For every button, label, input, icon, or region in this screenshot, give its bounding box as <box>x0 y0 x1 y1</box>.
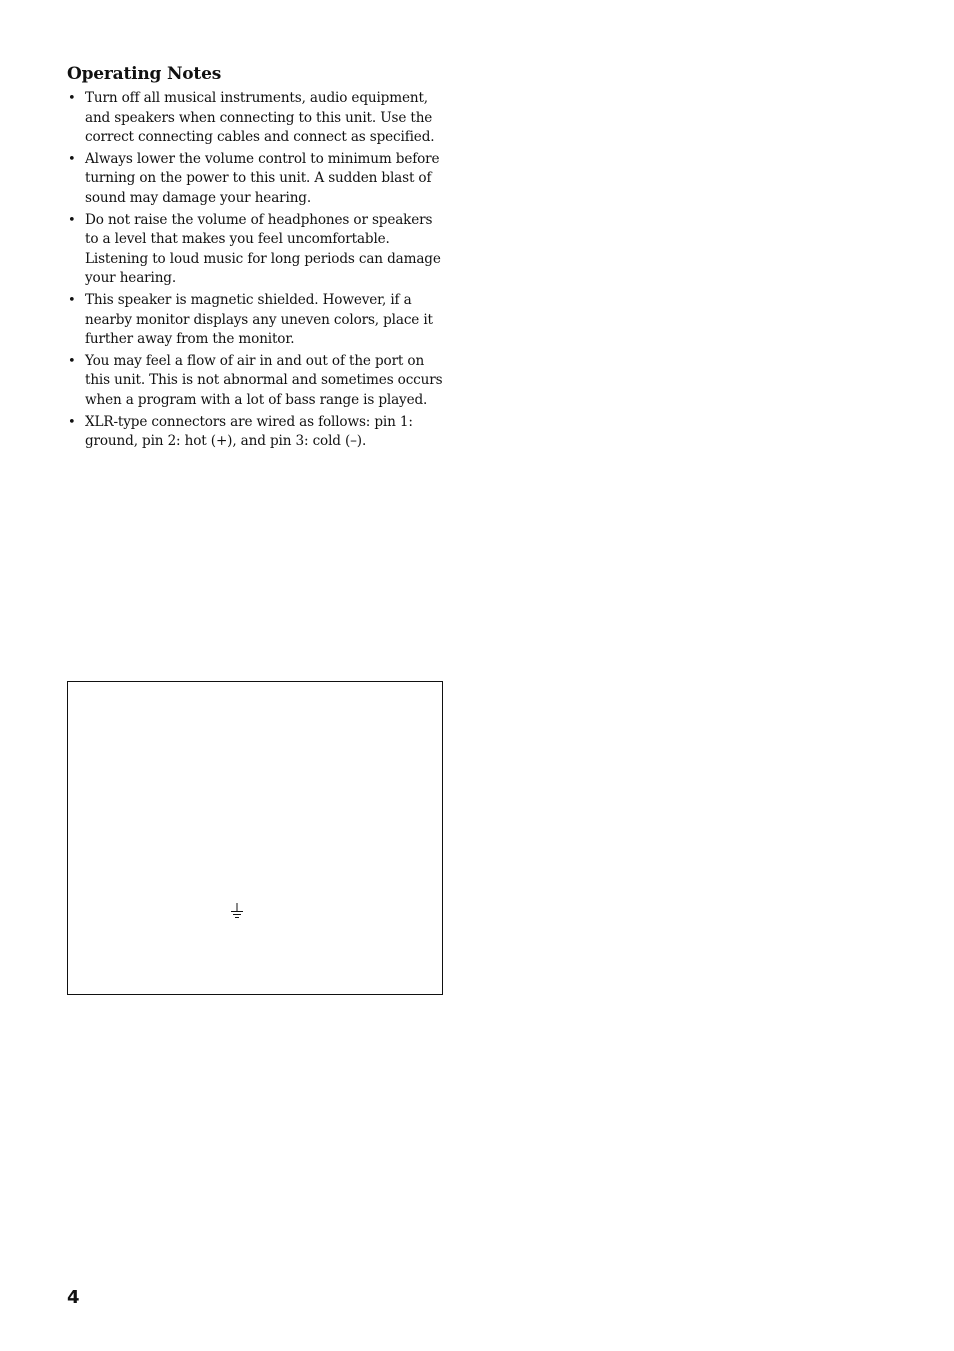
list-item <box>67 291 443 350</box>
bullet-icon: • <box>68 414 76 430</box>
figure-box <box>67 681 443 995</box>
note-text: XLR-type connectors are wired as follows: pin 1: ground, pin 2: hot (+), and pin 3: cold (–). <box>85 413 413 450</box>
note-text: You may feel a flow of air in and out of the port on this unit. This is not abnormal and sometimes occurs when a program with a lot of bass range is played. <box>85 352 443 408</box>
list-item <box>67 352 443 411</box>
bullet-icon: • <box>68 151 76 167</box>
ground-symbol-icon <box>230 903 244 919</box>
note-text: Do not raise the volume of headphones or speakers to a level that makes you feel uncomfortable. Listening to loud music for long periods can damage your hearing. <box>85 211 441 287</box>
list-item <box>67 413 443 452</box>
section-title: Operating Notes <box>67 64 222 84</box>
bullet-icon: • <box>68 353 76 369</box>
list-item <box>67 211 443 289</box>
bullet-icon: • <box>68 292 76 308</box>
page-number: 4 <box>67 1287 80 1308</box>
list-item <box>67 150 443 209</box>
note-text: Always lower the volume control to minimum before turning on the power to this unit. A sudden blast of sound may damage your hearing. <box>85 150 440 206</box>
bullet-icon: • <box>68 212 76 228</box>
note-text: Turn off all musical instruments, audio equipment, and speakers when connecting to this unit. Use the correct connecting cables and connect as specified. <box>85 90 435 146</box>
operating-notes-list <box>67 89 443 454</box>
list-item <box>67 89 443 148</box>
bullet-icon: • <box>68 91 76 106</box>
note-text: This speaker is magnetic shielded. However, if a nearby monitor displays any uneven colors, place it further away from the monitor. <box>85 291 433 348</box>
